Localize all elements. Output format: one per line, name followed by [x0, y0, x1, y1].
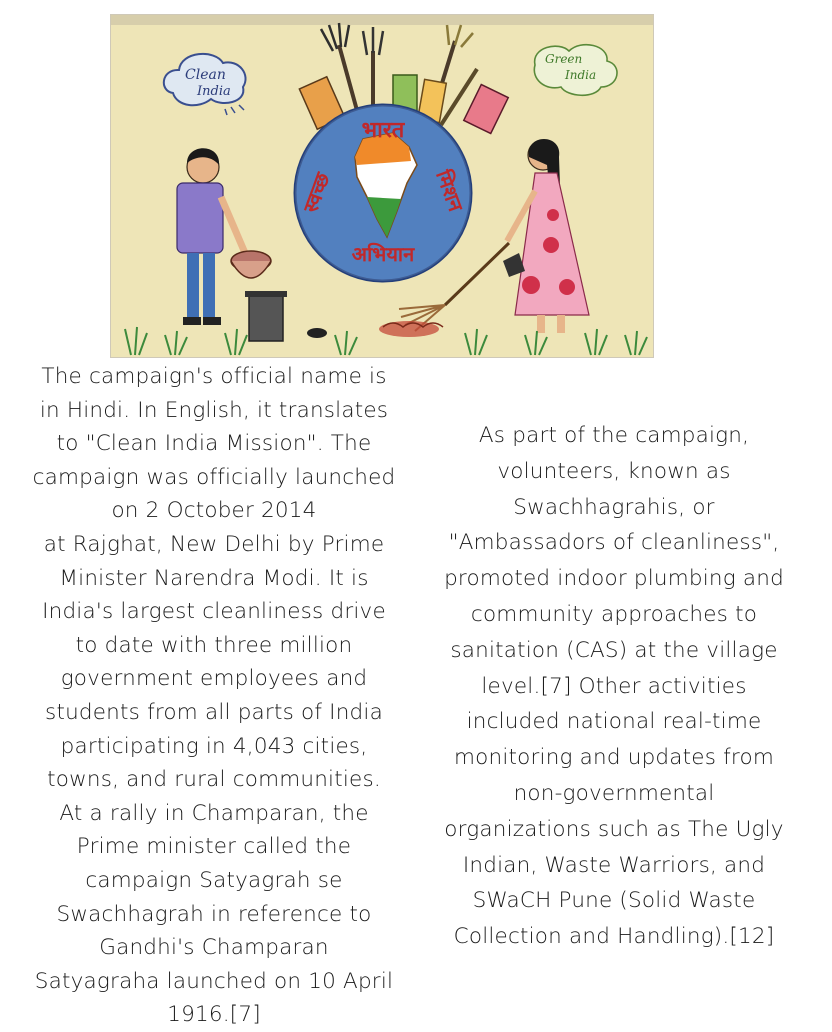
left-text-line: participating in 4,043 cities, [60, 733, 368, 759]
left-text-line: campaign Satyagrah se [85, 867, 343, 893]
right-text-line: level.[7] Other activities [481, 673, 747, 699]
right-text-line: organizations such as The Ugly [444, 816, 784, 842]
right-text-line: Indian, Waste Warriors, and [462, 852, 766, 878]
left-text-line: at Rajghat, New Delhi by Prime [43, 531, 385, 557]
clean-india-drawing [110, 14, 654, 358]
right-text-line: As part of the campaign, [478, 423, 750, 448]
svg-text:अभियान: अभियान [351, 242, 415, 266]
svg-text:स्वच्छ: स्वच्छ [298, 169, 335, 216]
right-text-line: community approaches to [470, 601, 758, 627]
svg-text:Clean: Clean [185, 67, 226, 83]
left-text-line: Swachhagrah in reference to [56, 901, 372, 927]
left-text-line: Gandhi's Champaran [99, 935, 329, 961]
left-text-line: Prime minister called the [76, 834, 352, 860]
left-text-line: 1916.[7] [167, 1002, 261, 1028]
right-text-line: Collection and Handling).[12] [453, 924, 775, 950]
right-text-line: sanitation (CAS) at the village [450, 637, 778, 663]
left-text-line: in Hindi. In English, it translates [39, 397, 389, 423]
right-text-line: SWaCH Pune (Solid Waste [472, 888, 756, 914]
left-text-line: to date with three million [75, 632, 353, 658]
left-text-line: Satyagraha launched on 10 April [34, 968, 394, 994]
left-text-line: Minister Narendra Modi. It is [59, 565, 369, 591]
globe [295, 105, 471, 281]
right-text-line: promoted indoor plumbing and [444, 566, 784, 592]
left-text-line: At a rally in Champaran, the [59, 800, 369, 826]
svg-text:मिशन: मिशन [431, 166, 469, 215]
svg-text:Green: Green [545, 52, 583, 66]
left-text-line: campaign was officially launched [32, 464, 396, 490]
svg-text:India: India [565, 68, 597, 82]
right-text-line: monitoring and updates from [454, 745, 774, 771]
left-text-line: students from all parts of India [45, 699, 383, 725]
right-text-line: volunteers, known as [497, 458, 731, 484]
left-text-line: India's largest cleanliness drive [42, 599, 386, 625]
right-text-line: included national real-time [466, 709, 762, 735]
drawing-illustration [111, 15, 654, 358]
left-text-line: government employees and [60, 666, 368, 692]
right-text-line: "Ambassadors of cleanliness", [448, 530, 780, 556]
left-text-column [0, 360, 428, 1032]
right-text-column [404, 418, 824, 955]
right-text-line: non-governmental [513, 780, 715, 806]
left-text-line: towns, and rural communities. [47, 767, 381, 793]
svg-text:भारत: भारत [361, 118, 405, 143]
right-text-line: Swachhagrahis, or [513, 494, 715, 520]
left-text-line: to "Clean India Mission". The [56, 431, 372, 457]
left-text-line: on 2 October 2014 [111, 498, 317, 524]
svg-text:India: India [197, 84, 231, 99]
left-text-line: The campaign's official name is [41, 364, 387, 389]
